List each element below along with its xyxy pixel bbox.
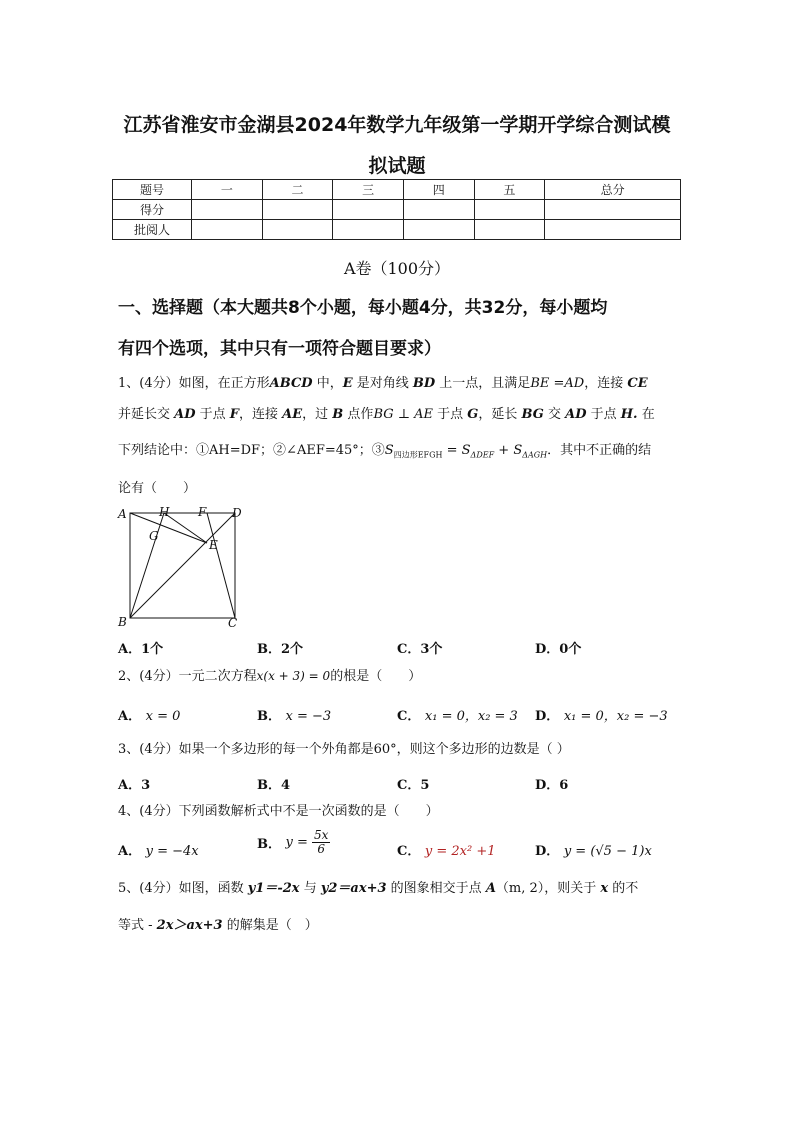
option-label: A． [118, 844, 142, 859]
q5-var: y2＝ax+3 [320, 881, 387, 896]
q2-text: 一元二次方程 [178, 669, 257, 684]
score-cell [192, 200, 263, 220]
q4-option-a[interactable] [118, 840, 199, 859]
q1-text: 如图，在正方形 [178, 376, 270, 391]
option-label: C． [397, 844, 421, 859]
q4-option-b[interactable] [257, 829, 330, 856]
score-cell [333, 200, 404, 220]
q1-var: AD [174, 407, 196, 422]
q3-option-c[interactable]: C．5 [397, 778, 430, 793]
q5-line1 [118, 881, 683, 896]
q1-math-sub: ΔDEF [470, 450, 495, 460]
score-header-cell: 题号 [113, 180, 192, 200]
q1-text: 在 [637, 407, 655, 422]
q5-var: A [485, 881, 496, 896]
score-table [112, 179, 681, 240]
q2-equation: x(x + 3) = 0 [256, 669, 331, 683]
q1-var: G [467, 407, 479, 422]
q1-line1 [118, 376, 683, 391]
score-cell [545, 220, 681, 240]
q1-text: 上一点，且满足 [435, 376, 531, 391]
score-row-label: 得分 [113, 200, 192, 220]
q1-var: AE [282, 407, 303, 422]
score-cell [333, 220, 404, 240]
q1-option-a[interactable]: A．1个 [118, 642, 164, 657]
q3-option-d[interactable]: D．6 [535, 778, 569, 793]
q1-var: AD [565, 407, 587, 422]
score-header-cell: 总分 [545, 180, 681, 200]
q1-text: 交 [543, 407, 566, 422]
score-cell [403, 200, 474, 220]
option-label: D． [535, 709, 560, 724]
score-table-row [113, 200, 681, 220]
q1-text: 并延长交 [118, 407, 175, 422]
q2-option-a[interactable] [118, 705, 180, 724]
q3-option-a[interactable]: A．3 [118, 778, 151, 793]
q1-var: B [332, 407, 344, 422]
q5-line2 [118, 918, 683, 933]
score-table-header-row [113, 180, 681, 200]
segment-bh [130, 513, 164, 618]
q1-number: 1、(4分） [118, 376, 179, 391]
q1-math: BE =AD [530, 376, 585, 391]
score-cell [262, 200, 333, 220]
q1-var: BG [521, 407, 544, 422]
option-label: B． [257, 837, 281, 852]
square-figure [115, 503, 250, 628]
q5-var: 2x＞ax+3 [156, 918, 223, 933]
q5-text: （m, 2），则关于 [495, 881, 601, 896]
q1-math-sub: 四边形EFGH [393, 450, 443, 460]
q5-text: 的解集是（ ） [222, 918, 318, 933]
fraction [312, 829, 330, 856]
option-label: C． [397, 709, 421, 724]
option-math: x₁ = 0，x₂ = −3 [563, 709, 668, 724]
q3-text: 如果一个多边形的每一个外角都是60°，则这个多边形的边数是（ ） [178, 742, 570, 757]
q2-option-d[interactable] [535, 705, 668, 724]
q1-text: ，连接 [239, 407, 283, 422]
label-h: H [159, 505, 170, 519]
q1-option-b[interactable]: B．2个 [257, 642, 304, 657]
q1-var: CE [627, 376, 648, 391]
q5-text: 的不 [608, 881, 639, 896]
q1-text: 下列结论中：①AH=DF；②∠AEF=45°；③ [118, 443, 385, 458]
q5-text: 等式 - [118, 918, 157, 933]
label-f: F [198, 505, 207, 519]
q1-math: S [384, 443, 394, 458]
q1-option-c[interactable]: C．3个 [397, 642, 443, 657]
option-label: A． [118, 709, 142, 724]
q1-var: ABCD [269, 376, 313, 391]
q2-stem [118, 669, 683, 684]
q1-math: S [461, 443, 471, 458]
volume-label: A卷（100分） [343, 259, 451, 278]
q4-option-d[interactable] [535, 840, 652, 859]
section-heading-line1: 一、选择题（本大题共8个小题，每小题4分，共32分，每小题均 [118, 298, 608, 318]
q1-line2 [118, 407, 683, 422]
q1-text: 于点 [433, 407, 468, 422]
score-table-row [113, 220, 681, 240]
exam-title-line1: 江苏省淮安市金湖县2024年数学九年级第一学期开学综合测试模 [123, 114, 671, 136]
option-label: D． [535, 844, 560, 859]
score-header-cell: 一 [192, 180, 263, 200]
q1-text: 点作 [343, 407, 374, 422]
label-a: A [118, 507, 127, 521]
q4-option-c[interactable] [397, 840, 496, 859]
fraction-denominator: 6 [317, 842, 326, 856]
score-cell [474, 200, 545, 220]
option-math: y = [285, 835, 313, 850]
q1-line4: 论有（ ） [118, 481, 197, 496]
q1-text: ，过 [302, 407, 333, 422]
q1-text: 中， [312, 376, 343, 391]
score-cell [192, 220, 263, 240]
score-cell [403, 220, 474, 240]
q1-var: E [342, 376, 353, 391]
q5-text: 与 [299, 881, 321, 896]
q1-var: BD [412, 376, 436, 391]
q1-option-d[interactable]: D．0个 [535, 642, 582, 657]
q1-math: + [494, 443, 514, 458]
q1-text: 于点 [586, 407, 621, 422]
option-math: x₁ = 0，x₂ = 3 [424, 709, 518, 724]
score-header-cell: 三 [333, 180, 404, 200]
label-c: C [228, 616, 238, 628]
q1-var: F [229, 407, 240, 422]
option-math: y = 2x² +1 [424, 844, 496, 859]
q3-number: 3、(4分） [118, 742, 179, 757]
score-cell [474, 220, 545, 240]
q4-text: 下列函数解析式中不是一次函数的是（ ） [178, 804, 439, 819]
q5-text: 如图，函数 [178, 881, 248, 896]
q1-math: BG ⊥ AE [373, 407, 433, 422]
diagonal-bd [130, 513, 235, 618]
q1-text: ，连接 [584, 376, 628, 391]
q3-option-b[interactable]: B．4 [257, 778, 291, 793]
label-g: G [149, 529, 159, 543]
score-cell [262, 220, 333, 240]
q1-var: H. [620, 407, 638, 422]
option-math: y = −4x [145, 844, 199, 859]
option-label: B． [257, 709, 281, 724]
section-heading-line2: 有四个选项，其中只有一项符合题目要求） [118, 339, 441, 359]
q2-text: 的根是（ ） [330, 669, 422, 684]
q1-math-sub: ΔAGH [522, 450, 548, 460]
q1-text: 是对角线 [352, 376, 413, 391]
q4-stem [118, 804, 683, 819]
option-math: x = 0 [145, 709, 181, 724]
label-b: B [118, 615, 127, 628]
q1-text: ．其中不正确的结 [547, 443, 652, 458]
q5-var: y1＝-2x [247, 881, 300, 896]
exam-title-line2: 拟试题 [368, 155, 426, 177]
q5-number: 5、(4分） [118, 881, 179, 896]
score-header-cell: 二 [262, 180, 333, 200]
score-row-label: 批阅人 [113, 220, 192, 240]
q3-stem [118, 742, 683, 757]
label-e: E [209, 538, 218, 552]
q1-math: = [442, 443, 462, 458]
q2-option-b[interactable] [257, 705, 331, 724]
fraction-numerator: 5x [314, 828, 329, 842]
score-header-cell: 五 [474, 180, 545, 200]
q4-number: 4、(4分） [118, 804, 179, 819]
score-cell [545, 200, 681, 220]
score-header-cell: 四 [403, 180, 474, 200]
segment-cf [207, 513, 235, 618]
q5-text: 的图象相交于点 [386, 881, 486, 896]
q1-line3 [118, 443, 683, 463]
q2-number: 2、(4分） [118, 669, 179, 684]
q2-option-c[interactable] [397, 705, 518, 724]
q5-var: x [600, 881, 609, 896]
option-math: y = (√5 − 1)x [563, 844, 652, 859]
option-math: x = −3 [285, 709, 332, 724]
q1-text: ，延长 [478, 407, 522, 422]
label-d: D [232, 506, 242, 520]
q1-text: 于点 [195, 407, 230, 422]
q1-math: S [513, 443, 523, 458]
